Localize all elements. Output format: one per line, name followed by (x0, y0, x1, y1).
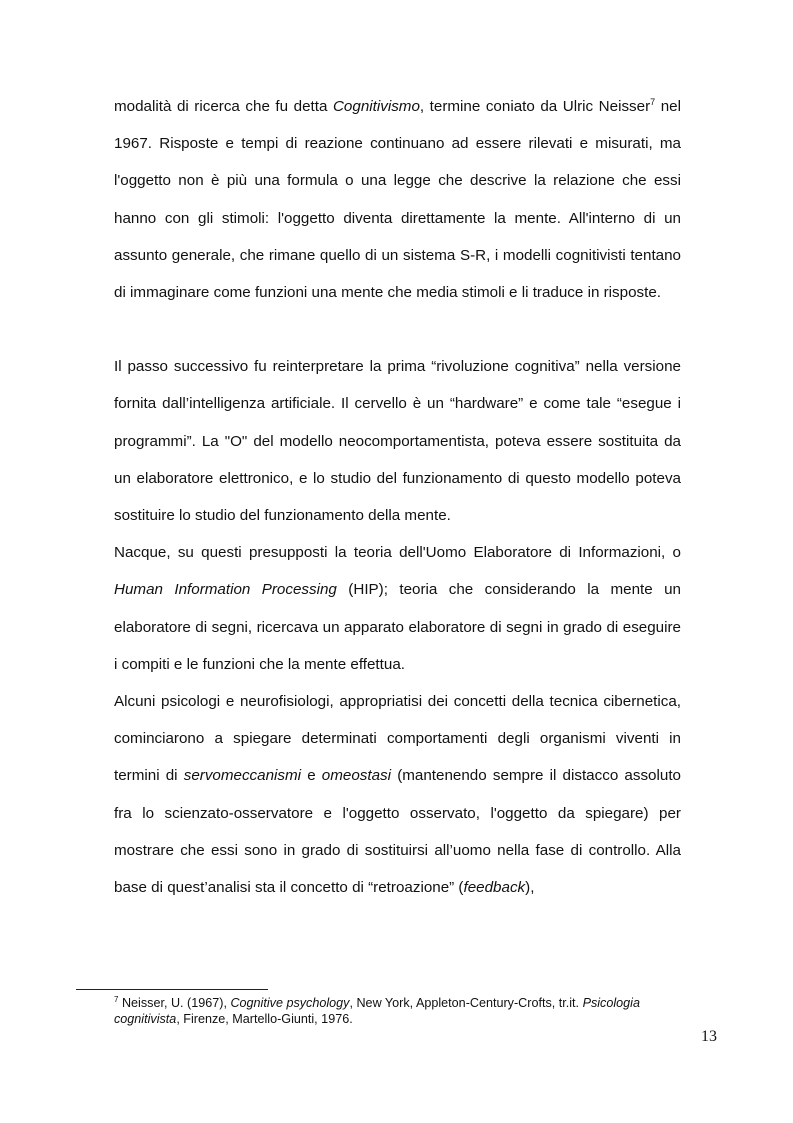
footnote-marker: 7 (114, 994, 119, 1004)
italic-title-cognitive-psychology: Cognitive psychology (230, 996, 350, 1010)
text-run: Il passo successivo fu reinterpretare la prima “rivoluzione cognitiva” nella versione fornita dall’intelligenza artificiale. Il cervello è un “hardware” e come tale “esegue i programmi”. La "O" del modello neocomportamentista, poteva essere sostituita da un elaboratore elettronico, e lo studio del funzionamento di questo modello poteva sostituire lo studio del funzionamento della mente. (114, 358, 681, 525)
paragraph-cibernetica (114, 683, 681, 906)
text-run: ), (525, 879, 535, 897)
text-run: e (301, 767, 322, 785)
italic-term-feedback: feedback (463, 879, 526, 897)
text-run: nel 1967. Risposte e tempi di reazione continuano ad essere rilevati e misurati, ma l'oggetto non è più una formula o una legge che descrive la relazione che essi hanno con gli stimoli: l'oggetto diventa direttamente la mente. All'interno di un assunto generale, che rimane quello di un sistema S-R, i modelli cognitivisti tentano di immaginare come funzioni una mente che media stimoli e li traduce in risposte. (114, 98, 681, 302)
body-text (114, 88, 681, 906)
italic-term-cognitivismo: Cognitivismo (332, 98, 420, 115)
page-number: 13 (701, 1028, 717, 1045)
footnote-7 (114, 995, 682, 1027)
italic-title-psicologia-cognitivista: Psicologia cognitivista (114, 996, 640, 1026)
footnote-separator (76, 989, 268, 990)
italic-term-hip: Human Information Processing (114, 581, 337, 599)
text-run: , New York, Appleton-Century-Crofts, tr.it. (349, 996, 583, 1010)
footnote-reference[interactable]: 7 (650, 96, 656, 107)
text-run: modalità di ricerca che fu detta (114, 98, 333, 115)
text-run: , Firenze, Martello-Giunti, 1976. (176, 1012, 353, 1026)
italic-term-servomeccanismi: servomeccanismi (183, 767, 302, 785)
text-run: , termine coniato da Ulric Neisser (419, 98, 651, 115)
text-run: (mantenendo sempre il distacco assoluto fra lo scienzato-osservatore e l'oggetto osservato, l'oggetto da spiegare) per mostrare che essi sono in grado di sostituirsi all’uomo nella fase di controllo. Alla base di quest’analisi sta il concetto di “retroazione” ( (114, 767, 681, 897)
text-run: Nacque, su questi presupposti la teoria dell'Uomo Elaboratore di Informazioni, o (114, 544, 681, 562)
text-run: Neisser, U. (1967), (118, 996, 231, 1010)
text-run: (HIP); teoria che considerando la mente un elaboratore di segni, ricercava un apparato elaboratore di segni in grado di eseguire i compiti e le funzioni che la mente effettua. (114, 581, 681, 673)
text-run: Alcuni psicologi e neurofisiologi, appropriatisi dei concetti della tecnica cibernetica, cominciarono a spiegare determinati comportamenti degli organismi viventi in termini di (114, 693, 681, 785)
paragraph-hip (114, 534, 681, 683)
paragraph-cognitivismo (114, 88, 681, 311)
paragraph-rivoluzione-cognitiva (114, 348, 681, 534)
italic-term-omeostasi: omeostasi (321, 767, 392, 785)
